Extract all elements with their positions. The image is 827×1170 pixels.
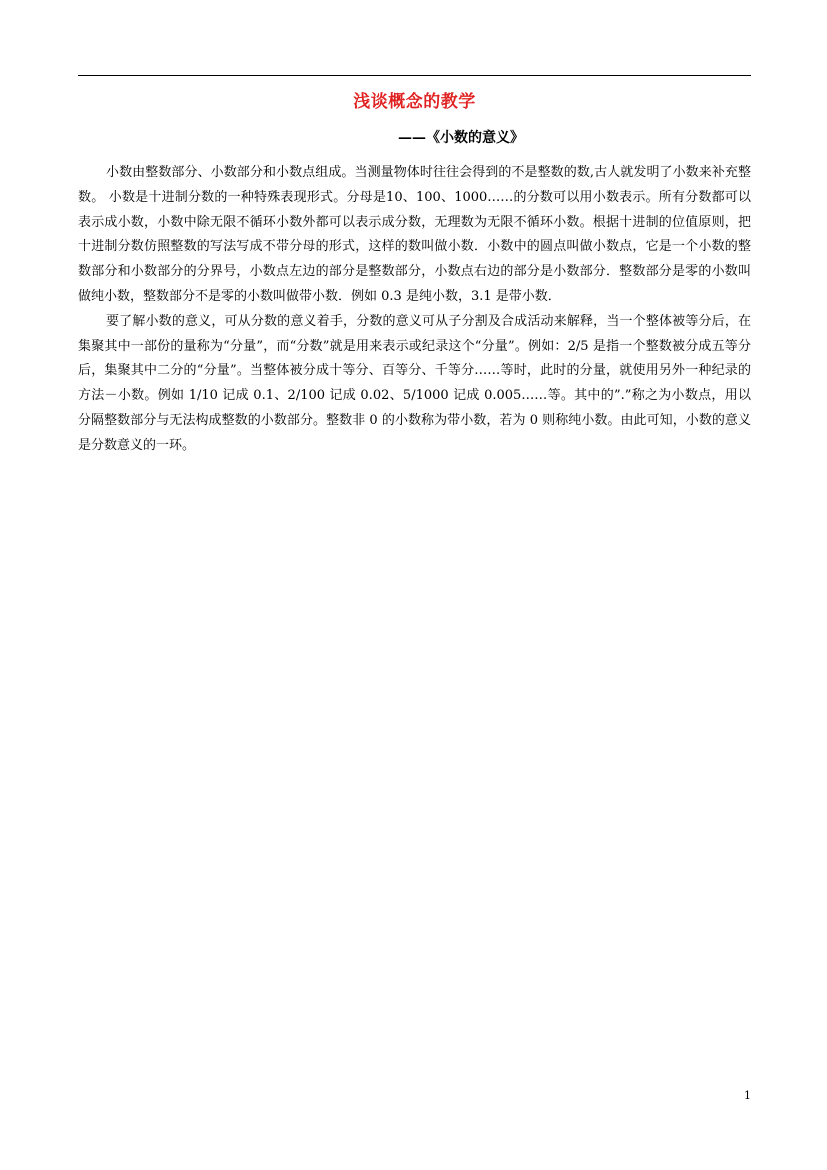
paragraph-1: 小数由整数部分、小数部分和小数点组成。当测量物体时往往会得到的不是整数的数,古人就发明了小数来补充整数。 小数是十进制分数的一种特殊表现形式。分母是10、100、1000……的分数可以用小数表示。所有分数都可以表示成小数，小数中除无限不循环小数外都可以表示成分数，无理数为无限不循环小数。根据十进制的位值原则，把十进制分数仿照整数的写法写成不带分母的形式，这样的数叫做小数．小数中的圆点叫做小数点，它是一个小数的整数部分和小数部分的分界号，小数点左边的部分是整数部分，小数点右边的部分是小数部分．整数部分是零的小数叫做纯小数，整数部分不是零的小数叫做带小数．例如 0.3 是纯小数，3.1 是带小数． [78,165,751,304]
page-number: 1 [744,1089,751,1102]
paragraph-2: 要了解小数的意义，可从分数的意义着手，分数的意义可从子分割及合成活动来解释，当一个整体被等分后，在集聚其中一部份的量称为“分量”，而“分数”就是用来表示或纪录这个“分量”。例如：2/5 是指一个整数被分成五等分后，集聚其中二分的“分量”。当整体被分成十等分、百等分、千等分……等时，此时的分量，就使用另外一种纪录的方法－小数。例如 1/10 记成 0.1、2/100 记成 0.02、5/1000 记成 0.005……等。其中的”.”称之为小数点，用以分隔整数部分与无法构成整数的小数部分。整数非 0 的小数称为带小数，若为 0 则称纯小数。由此可知，小数的意义是分数意义的一环。 [78,313,751,453]
document-body [78,161,751,459]
header-rule [78,75,751,76]
document-title: 浅谈概念的教学 [353,92,476,112]
document-subtitle: ——《小数的意义》 [398,130,524,146]
